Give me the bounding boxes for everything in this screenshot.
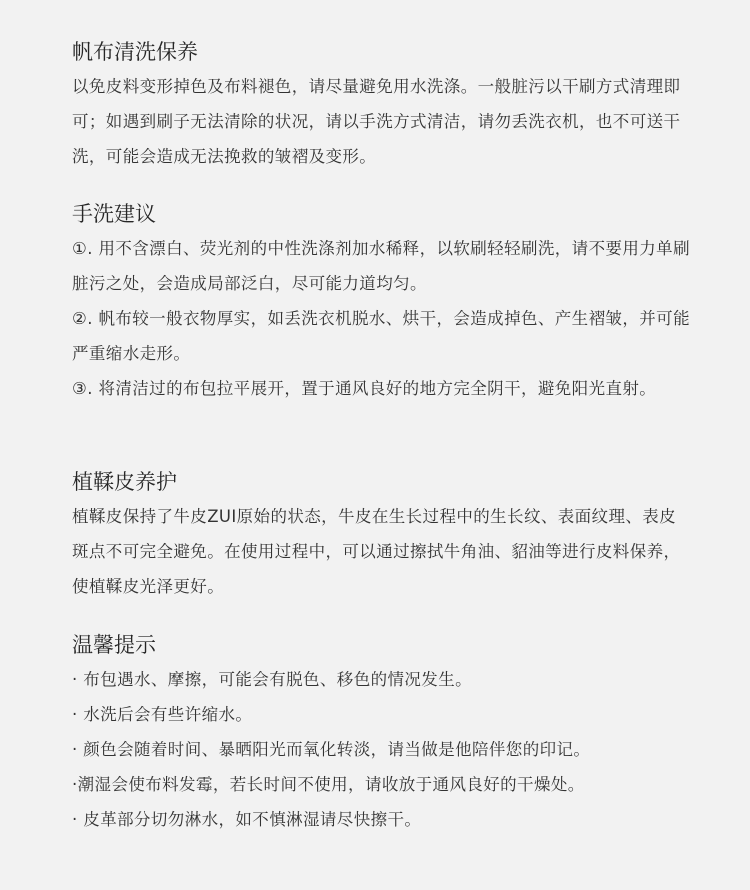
tips-section [72, 631, 692, 837]
list-item: ③. 将清洁过的布包拉平展开，置于通风良好的地方完全阴干，避免阳光直射。 [72, 379, 657, 398]
list-item: · 皮革部分切勿淋水，如不慎淋湿请尽快擦干。 [72, 810, 422, 829]
hand-wash-list [72, 231, 692, 406]
leather-care-paragraph: 植鞣皮保持了牛皮ZUI原始的状态，牛皮在生长过程中的生长纹、表面纹理、表皮斑点不可完全避免。在使用过程中，可以通过擦拭牛角油、貂油等进行皮料保养，使植鞣皮光泽更好。 [72, 507, 681, 596]
leather-care-heading: 植鞣皮养护 [72, 470, 177, 494]
hand-wash-section [72, 200, 692, 406]
canvas-care-heading: 帆布清洗保养 [72, 40, 198, 64]
tips-heading: 温馨提示 [72, 633, 156, 657]
list-item: · 水洗后会有些许缩水。 [72, 705, 253, 724]
leather-care-section [72, 468, 692, 604]
list-item: ·潮湿会使布料发霉，若长时间不使用，请收放于通风良好的干燥处。 [72, 775, 585, 794]
canvas-care-paragraph: 以免皮料变形掉色及布料褪色，请尽量避免用水洗涤。一般脏污以干刷方式清理即可；如遇到刷子无法清除的状况，请以手洗方式清洁，请勿丢洗衣机，也不可送干洗，可能会造成无法挽救的皱褶及变形。 [72, 77, 681, 166]
list-item: ②. 帆布较一般衣物厚实，如丢洗衣机脱水、烘干，会造成掉色、产生褶皱，并可能严重缩水走形。 [72, 309, 690, 363]
tips-list [72, 662, 692, 837]
list-item: · 布包遇水、摩擦，可能会有脱色、移色的情况发生。 [72, 670, 472, 689]
list-item: ①. 用不含漂白、荧光剂的中性洗涤剂加水稀释，以软刷轻轻刷洗，请不要用力单刷脏污之处，会造成局部泛白，尽可能力道均匀。 [72, 239, 690, 293]
canvas-care-section [72, 38, 692, 174]
list-item: · 颜色会随着时间、暴晒阳光而氧化转淡，请当做是他陪伴您的印记。 [72, 740, 591, 759]
hand-wash-heading: 手洗建议 [72, 202, 156, 226]
